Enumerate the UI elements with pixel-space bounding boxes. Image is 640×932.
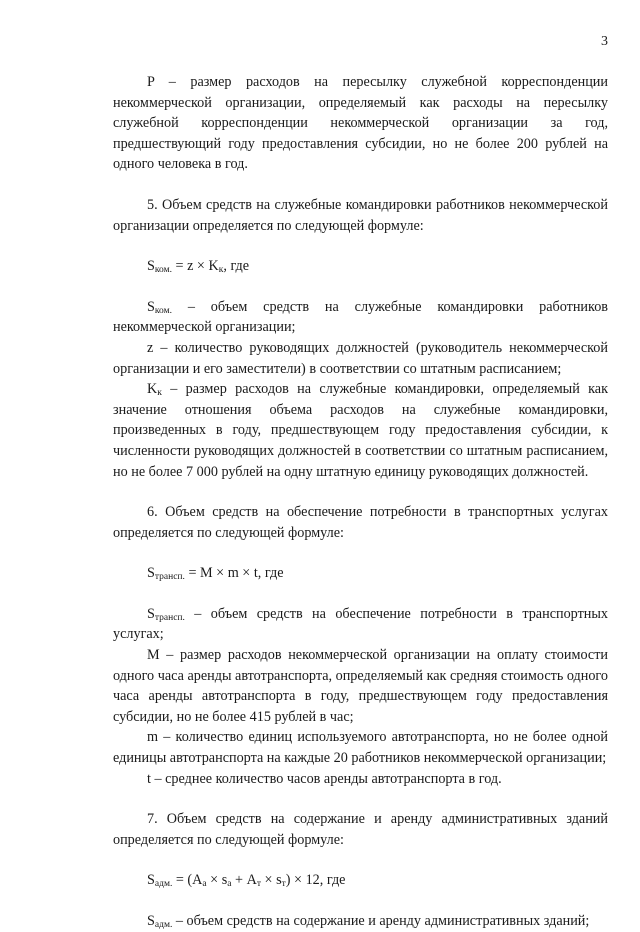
section-6-heading: 6. Объем средств на обеспечение потребности в транспортных услугах определяется по следующей формуле: — [113, 504, 608, 541]
definition-kk: $K_к$ – размер расходов на служебные командировки, определяемый как значение отношения объема расходов на служебные командировки, произведенных в году, предшествующем году предоставления субсидии, к численности руководящих должностей в соответствии со штатным расписанием, но не более 7 000 рублей на одну штатную единицу руководящих должностей. — [113, 381, 608, 480]
formula-s-kom: $S_{ком.} = z \times K_к$, где — [147, 258, 250, 276]
section-7-heading: 7. Объем средств на содержание и аренду административных зданий определяется по следующей формуле: — [113, 811, 608, 848]
definition-s-kom: $S_{ком.}$ – объем средств на служебные командировки работников некоммерческой организации; — [113, 298, 608, 336]
definition-m-count: m – количество единиц используемого автотранспорта, но не более одной единицы автотранспорта на каждые 20 работников некоммерческой организации; — [113, 729, 608, 767]
paragraph-p-definition: P – размер расходов на пересылку служебной корреспонденции некоммерческой организации, определяемый как расходы на пересылку служебной корреспонденции некоммерческой организации за год, предшествующий году предоставления субсидии, но не более 200 рублей на одного человека в год. — [113, 74, 608, 173]
definition-t: t – среднее количество часов аренды автотранспорта в год. — [147, 770, 502, 787]
formula-s-adm: $S_{адм.} = (A_а \times s_а + A_т \times s_т) \times 12$, где — [147, 872, 346, 890]
definition-m-cost: M – размер расходов некоммерческой организации на оплату стоимости одного часа аренды автотранспорта, определяемый как средняя стоимость одного часа аренды автотранспорта в году, предшествующем году предоставления субсидии, но не более 415 рублей в час; — [113, 647, 608, 725]
definition-s-transp: $S_{трансп.}$ – объем средств на обеспечение потребности в транспортных услугах; — [113, 605, 608, 643]
formula-s-transp: $S_{трансп.} = M \times m \times t$, где — [147, 565, 284, 583]
document-body — [113, 72, 608, 932]
definition-s-adm: $S_{адм.}$ – объем средств на содержание и аренду административных зданий; — [147, 913, 590, 930]
page-number: 3 — [601, 34, 608, 49]
definition-z: z – количество руководящих должностей (руководитель некоммерческой организации и его заместители) в соответствии со штатным расписанием; — [113, 339, 608, 377]
section-5-heading: 5. Объем средств на служебные командировки работников некоммерческой организации определяется по следующей формуле: — [113, 196, 608, 234]
